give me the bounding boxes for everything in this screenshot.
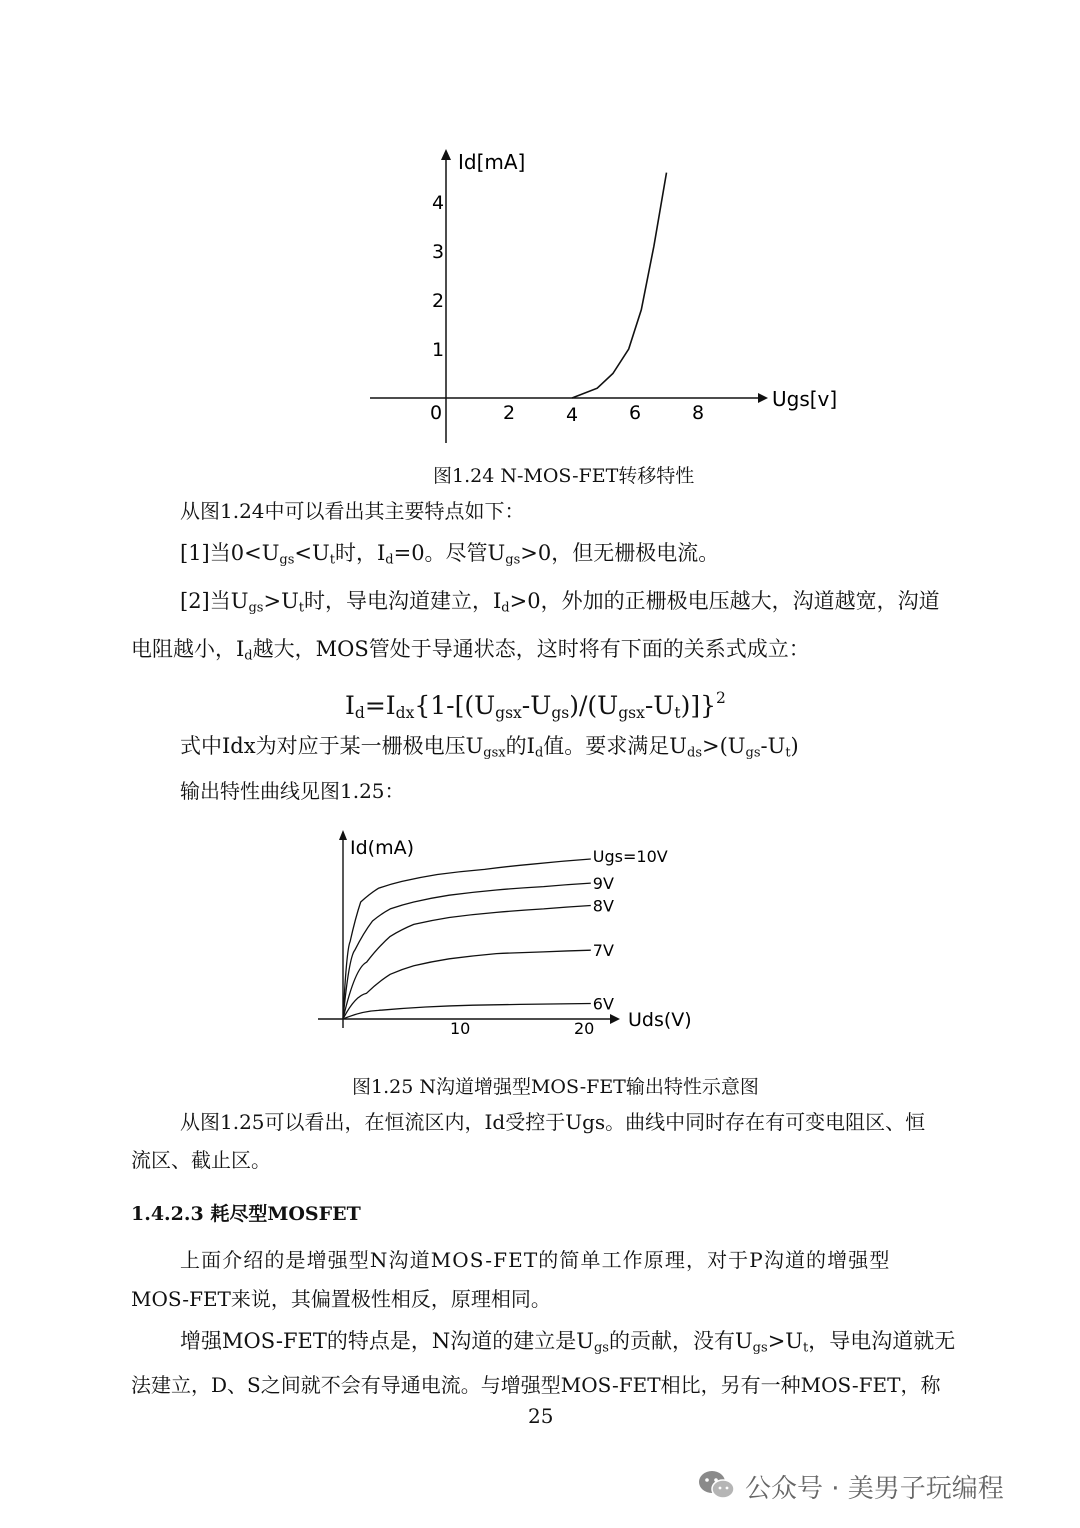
paragraph: 输出特性曲线见图1.25： [180,779,405,803]
y-axis-arrow [339,830,347,840]
paragraph: 式中Idx为对应于某一栅极电压$U_{gsx}$的$I_d$值。要求满足$U_{ds}>(U_{gs}-U_t)$ [180,734,799,761]
y-axis-arrow [441,149,451,160]
figure-caption-1-24: 图1.24 N-MOS-FET转移特性 [433,465,695,487]
y-tick-label: 1 [432,339,445,361]
series-label: Ugs=10V [592,847,668,867]
watermark-text: 公众号 · 美男子玩编程 [745,1474,1004,1504]
x-axis-arrow [758,393,768,403]
x-tick-label: 6 [629,402,642,424]
y-tick-label: 3 [432,241,445,263]
curve-6v [343,1004,591,1020]
paragraph: [1]当$0<U_{gs}<U_t$时，$I_d=0$。尽管$U_{gs}>0$，但无栅极电流。 [180,541,720,568]
y-axis-label: Id(mA) [350,837,414,859]
x-axis-label: Ugs[v] [772,387,838,411]
x-axis-arrow [610,1014,620,1024]
x-axis-label: Uds(V) [628,1009,692,1031]
series-label: 7V [592,941,614,961]
paragraph: 增强MOS-FET的特点是，N沟道的建立是$U_{gs}$的贡献，没有$U_{gs}>U_t$，导电沟道就无 [180,1329,956,1356]
x-tick-label: 4 [566,404,579,426]
series-label: 9V [592,874,614,894]
chart-axes [370,149,768,443]
x-tick-label: 0 [430,402,443,424]
transfer-characteristic-chart [360,140,850,450]
y-tick-label: 4 [432,192,445,214]
series-label: 6V [592,994,614,1014]
series-label: 8V [592,896,614,916]
transfer-curve [572,173,667,398]
y-axis-label: Id[mA] [458,150,526,174]
x-tick-label: 2 [503,402,516,424]
curve-8v [343,906,591,1020]
paragraph: [2]当$U_{gs}>U_t$时，导电沟道建立，$I_d>0$，外加的正栅极电压越大，沟道越宽，沟道 [180,589,940,616]
paragraph: 从图1.24中可以看出其主要特点如下： [180,499,525,523]
wechat-icon [697,1469,737,1501]
paragraph: 法建立，D、S之间就不会有导通电流。与增强型MOS-FET相比，另有一种MOS-FET，称 [131,1373,941,1397]
equation: $I_d=I_{dx}\{1-[(U_{gsx}-U_{gs})/(U_{gsx}-U_t)]\}^2$ [345,689,726,723]
output-characteristic-chart [310,828,710,1044]
page-number: 25 [528,1404,554,1428]
x-tick-label: 8 [692,402,705,424]
figure-caption-1-25: 图1.25 N沟道增强型MOS-FET输出特性示意图 [352,1076,759,1098]
paragraph: 从图1.25可以看出，在恒流区内，Id受控于Ugs。曲线中同时存在有可变电阻区、恒 [180,1110,926,1134]
paragraph: 上面介绍的是增强型N沟道MOS-FET的简单工作原理，对于P沟道的增强型 [180,1248,891,1272]
curve-ugs10v [343,859,591,1019]
paragraph: 电阻越小，$I_d$越大，MOS管处于导通状态，这时将有下面的关系式成立： [131,637,810,664]
paragraph: MOS-FET来说，其偏置极性相反，原理相同。 [131,1287,551,1311]
x-tick-label: 10 [450,1019,471,1038]
curve-7v [343,950,591,1019]
section-heading: 1.4.2.3 耗尽型MOSFET [131,1203,361,1225]
x-tick-label: 20 [574,1019,595,1038]
paragraph: 流区、截止区。 [131,1148,271,1172]
y-tick-label: 2 [432,290,445,312]
